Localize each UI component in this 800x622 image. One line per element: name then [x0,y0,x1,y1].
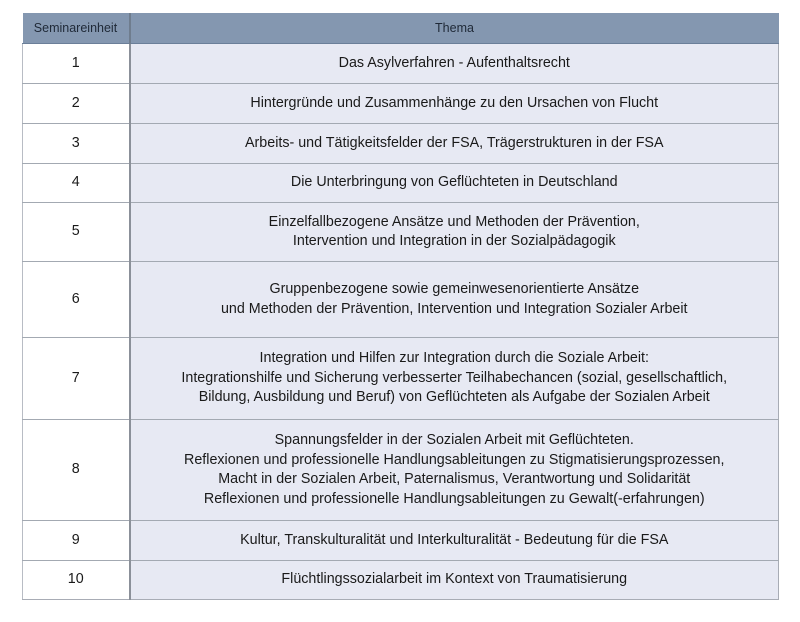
table-row [23,262,779,338]
unit-number: 4 [23,164,130,203]
unit-number: 5 [23,203,130,262]
seminar-schedule-table-container [22,13,778,600]
header-thema: Thema [130,13,779,44]
table-row [23,44,779,84]
seminar-schedule-table [22,13,779,600]
topic-line: Einzelfallbezogene Ansätze und Methoden der Prävention, [268,213,640,230]
table-header-row [23,13,779,44]
unit-number: 1 [23,44,130,84]
unit-number: 6 [23,262,130,338]
unit-number: 2 [23,84,130,124]
topic-cell [130,521,779,561]
topic-cell [130,420,779,521]
topic-line: Flüchtlingssozialarbeit im Kontext von Traumatisierung [281,571,628,588]
topic-line: Spannungsfelder in der Sozialen Arbeit mit Geflüchteten. [274,432,634,448]
topic-cell [130,44,779,84]
topic-line: und Methoden der Prävention, Intervention und Integration Sozialer Arbeit [220,300,688,317]
header-seminareinheit: Seminareinheit [23,13,130,44]
topic-line: Reflexionen und professionelle Handlungsableitungen zu Stigmatisierungsprozessen, [184,451,725,468]
table-row [23,338,779,420]
topic-line: Das Asylverfahren - Aufenthaltsrecht [338,54,570,71]
topic-line: Hintergründe und Zusammenhänge zu den Ursachen von Flucht [250,94,659,111]
topic-cell [130,338,779,420]
topic-line: Die Unterbringung von Geflüchteten in Deutschland [290,174,618,191]
topic-cell [130,164,779,203]
table-row [23,521,779,561]
unit-number: 9 [23,521,130,561]
topic-line: Integration und Hilfen zur Integration durch die Soziale Arbeit: [259,350,649,367]
topic-cell [130,203,779,262]
topic-cell [130,561,779,600]
topic-line: Gruppenbezogene sowie gemeinwesenorientierte Ansätze [269,281,640,297]
topic-line: Macht in der Sozialen Arbeit, Paternalismus, Verantwortung und Solidarität [218,471,691,487]
unit-number: 3 [23,124,130,164]
unit-number: 10 [23,561,130,600]
topic-cell [130,84,779,124]
topic-line: Integrationshilfe und Sicherung verbesserter Teilhabechancen (sozial, gesellschaftlich, [181,369,728,386]
unit-number: 7 [23,338,130,420]
table-row [23,203,779,262]
topic-line: Intervention und Integration in der Sozialpädagogik [292,233,616,249]
table-row [23,420,779,521]
table-row [23,124,779,164]
topic-cell [130,124,779,164]
topic-line: Bildung, Ausbildung und Beruf) von Geflüchteten als Aufgabe der Sozialen Arbeit [198,389,710,406]
topic-line: Arbeits- und Tätigkeitsfelder der FSA, Trägerstrukturen in der FSA [245,134,664,151]
table-row [23,561,779,600]
topic-cell [130,262,779,338]
topic-line: Kultur, Transkulturalität und Interkulturalität - Bedeutung für die FSA [240,531,669,548]
topic-line: Reflexionen und professionelle Handlungsableitungen zu Gewalt(-erfahrungen) [203,490,705,507]
table-row [23,164,779,203]
unit-number: 8 [23,420,130,521]
table-row [23,84,779,124]
